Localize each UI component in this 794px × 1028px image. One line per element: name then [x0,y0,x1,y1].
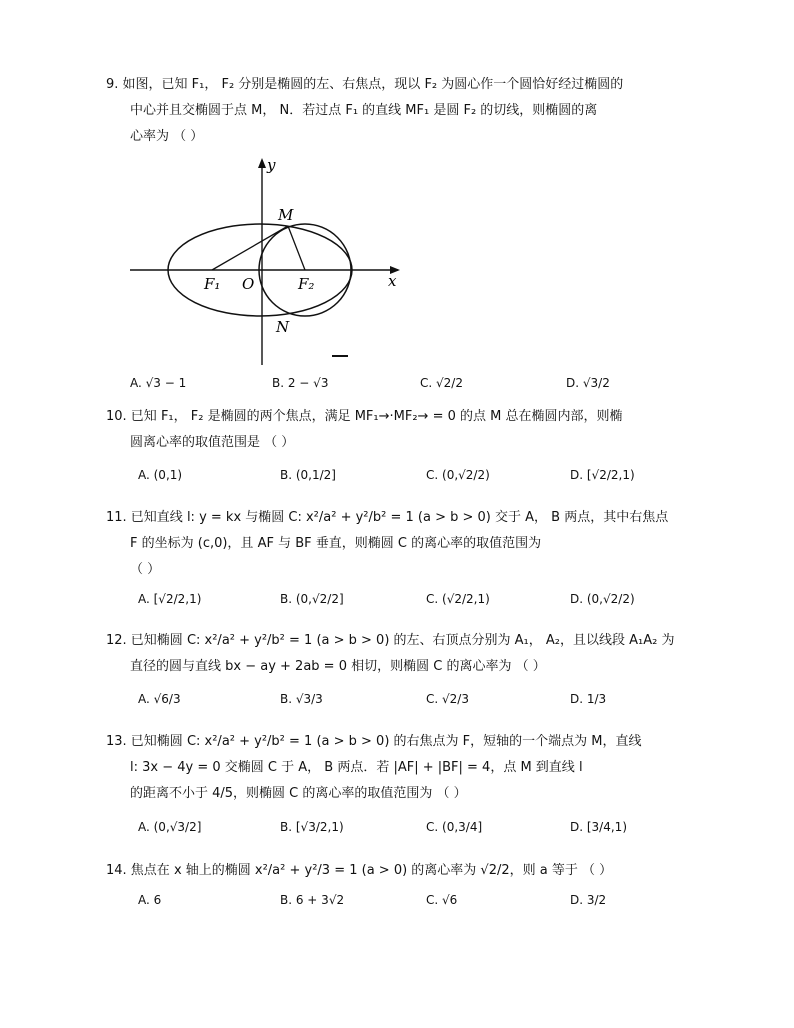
question-13-options [130,820,730,846]
option-10c[interactable]: C. (0,√2/2) [426,468,490,482]
option-10b[interactable]: B. (0,1/2] [280,468,336,482]
option-11b[interactable]: B. (0,√2/2] [280,592,344,606]
question-13 [106,729,712,807]
question-10-line-2: 圆离心率的取值范围是 （ ） [130,435,295,450]
option-13d[interactable]: D. [3/4,1) [570,820,627,834]
label-f2: F₂ [298,275,315,293]
option-13a[interactable]: A. (0,√3/2] [138,820,202,834]
label-m: M [278,206,294,224]
question-11-line-3: （ ） [130,562,161,577]
question-9-line-2: 中心并且交椭圆于点 M， N．若过点 F₁ 的直线 MF₁ 是圆 F₂ 的切线，则椭圆的离 [130,103,598,118]
option-13c[interactable]: C. (0,3/4] [426,820,483,834]
option-14c[interactable]: C. √6 [426,893,458,907]
question-9-line-1: 9. 如图，已知 F₁， F₂ 分别是椭圆的左、右焦点，现以 F₂ 为圆心作一个圆恰好经过椭圆的 [106,77,624,92]
option-10d[interactable]: D. [√2/2,1) [570,468,635,482]
option-12b[interactable]: B. √3/3 [280,692,323,706]
question-11 [106,505,712,583]
option-13b[interactable]: B. [√3/2,1) [280,820,344,834]
question-14 [106,858,712,884]
question-9 [106,72,712,150]
option-9a[interactable]: A. √3 − 1 [130,376,187,390]
option-14d[interactable]: D. 3/2 [570,893,607,907]
option-14b[interactable]: B. 6 + 3√2 [280,893,345,907]
option-9d[interactable]: D. √3/2 [566,376,610,390]
line-m-f2 [288,226,305,270]
label-x: x [388,272,397,290]
question-10 [106,404,712,456]
option-10a[interactable]: A. (0,1) [138,468,183,482]
question-10-options [130,468,730,494]
option-9c[interactable]: C. √2/2 [420,376,463,390]
option-12c[interactable]: C. √2/3 [426,692,469,706]
question-13-line-1: 13. 已知椭圆 C: x²/a² + y²/b² = 1 (a > b > 0) 的右焦点为 F，短轴的一个端点为 M，直线 [106,734,642,749]
option-12d[interactable]: D. 1/3 [570,692,607,706]
question-11-line-2: F 的坐标为 (c,0)，且 AF 与 BF 垂直，则椭圆 C 的离心率的取值范围为 [130,536,542,551]
question-11-line-1: 11. 已知直线 l: y = kx 与椭圆 C: x²/a² + y²/b² = 1 (a > b > 0) 交于 A， B 两点，其中右焦点 [106,510,669,525]
question-12 [106,628,712,680]
label-n: N [276,318,290,336]
y-axis-arrow [258,158,266,168]
question-12-options [130,692,730,718]
option-9b[interactable]: B. 2 − √3 [272,376,329,390]
question-9-line-3: 心率为 （ ） [130,129,204,144]
line-f1-m [212,226,288,270]
option-11c[interactable]: C. (√2/2,1) [426,592,490,606]
ellipse-circle-figure [126,150,416,370]
question-12-line-2: 直径的圆与直线 bx − ay + 2ab = 0 相切，则椭圆 C 的离心率为 （ ） [130,659,546,674]
question-10-line-1: 10. 已知 F₁， F₂ 是椭圆的两个焦点，满足 MF₁→·MF₂→ = 0 的点 M 总在椭圆内部，则椭 [106,409,623,424]
question-12-line-1: 12. 已知椭圆 C: x²/a² + y²/b² = 1 (a > b > 0) 的左、右顶点分别为 A₁， A₂，且以线段 A₁A₂ 为 [106,633,675,648]
label-f1: F₁ [204,275,221,293]
question-9-options [130,376,730,402]
option-11d[interactable]: D. (0,√2/2) [570,592,635,606]
option-11a[interactable]: A. [√2/2,1) [138,592,202,606]
question-13-line-3: 的距离不小于 4/5，则椭圆 C 的离心率的取值范围为 （ ） [130,786,467,801]
question-14-options [130,893,730,919]
option-14a[interactable]: A. 6 [138,893,162,907]
question-13-line-2: l: 3x − 4y = 0 交椭圆 C 于 A， B 两点．若 |AF| + |BF| = 4，点 M 到直线 l [130,760,583,775]
option-12a[interactable]: A. √6/3 [138,692,181,706]
question-11-options [130,592,730,618]
label-o: O [242,275,255,293]
question-14-line-1: 14. 焦点在 x 轴上的椭圆 x²/a² + y²/3 = 1 (a > 0) 的离心率为 √2/2，则 a 等于 （ ） [106,863,613,878]
label-y: y [267,156,276,174]
